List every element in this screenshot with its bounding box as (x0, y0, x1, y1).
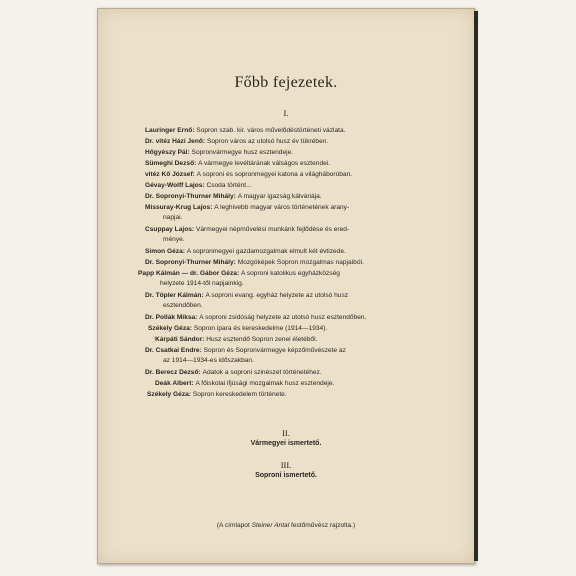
caption-artist: Steiner Antal (251, 522, 290, 529)
entry-author: Dr. vitéz Házi Jenő (145, 138, 203, 145)
entry-title: A soproni zsidóság helyzete az utolsó husz esztendőben. (199, 314, 367, 321)
entry-title: Vármegyei népművelési munkánk fejlődése és ered- (195, 226, 350, 233)
entry-title: Sopronvármegye husz esztendeje. (191, 149, 294, 156)
section-name-2: Vármegyei ismertető. (250, 440, 322, 447)
chapter-entry: Dr. Pollák Miksa: A soproni zsidóság helyzete az utolsó husz esztendőben. (145, 314, 367, 321)
section-number-1: I. (283, 108, 289, 118)
entry-author: Dr. Pollák Miksa (145, 314, 196, 321)
entry-title-continuation: helyzete 1914-től napjainkig. (160, 279, 244, 287)
section-name-3: Soproni ismertető. (255, 472, 317, 479)
entry-title: A magyar igazság kálváriája. (237, 193, 322, 200)
entry-author: Kárpáti Sándor (155, 336, 203, 343)
chapter-entry: Hőgyészy Pál: Sopronvármegye husz esztendeje. (145, 149, 294, 156)
entry-title: Mozgóképek Sopron mozgalmas napjaiból. (237, 259, 364, 266)
entry-title: A soproni és sopronmegyei katona a világháborúban. (196, 171, 353, 178)
entry-author: Deák Albert (155, 380, 192, 387)
entry-title: Sopron ipara és kereskedelme (1914—1934). (193, 325, 328, 332)
entry-author: Papp Kálmán — dr. Gábor Géza (138, 270, 237, 277)
chapter-entry: Simon Géza: A sopronmegyei gazdamozgalmak elmult két évtizede. (145, 248, 346, 255)
entry-title: A főiskolai ifjúsági mozgalmak husz esztendeje. (195, 380, 335, 387)
entry-title: Sopron kereskedelem története. (192, 391, 287, 398)
entry-title-continuation: az 1914—1934-es időszakban. (163, 356, 254, 364)
entry-title: A soproni evang. egyház helyzete az utolsó husz (205, 292, 349, 299)
entry-author: Lauringer Ernő (145, 127, 193, 134)
chapter-entry: Kárpáti Sándor: Husz esztendő Sopron zenei életéből. (155, 336, 318, 343)
chapter-entry: vitéz Kő József: A soproni és sopronmegyei katona a világháborúban. (145, 171, 353, 178)
chapter-entry: Sümeghi Dezső: A vármegye levéltárának válságos esztendei. (145, 160, 331, 167)
entry-author: Csuppay Lajos (145, 226, 192, 233)
chapter-entry: Dr. Sopronyi-Thurner Mihály: Mozgóképek Sopron mozgalmas napjaiból. (145, 259, 364, 266)
entry-author: Simon Géza (145, 248, 183, 255)
chapter-entry: Missuray-Krug Lajos: A leghivebb magyar város történetének arany- napjai. (145, 204, 350, 221)
entry-author: Dr. Sopronyi-Thurner Mihály (145, 193, 234, 200)
caption-suffix: festőművész rajzolta.) (291, 522, 356, 529)
chapter-entry: Dr. Csatkai Endre: Sopron és Sopronvármegye képzőművészete az az 1914—1934-es időszakban. (145, 347, 346, 364)
entry-title: Husz esztendő Sopron zenei életéből. (206, 336, 318, 343)
chapter-entry: Dr. vitéz Házi Jenő: Sopron város az utolsó husz év tükrében. (145, 138, 329, 145)
entry-title-continuation: napjai. (163, 213, 183, 221)
chapter-entry: Csuppay Lajos: Vármegyei népművelési munkánk fejlődése és ered- ménye. (145, 226, 350, 243)
entry-title: A sopronmegyei gazdamozgalmak elmult két évtizede. (186, 248, 346, 255)
entry-author: Székely Géza (148, 325, 190, 332)
entry-author: Dr. Csatkai Endre (145, 347, 200, 354)
entry-title: A vármegye levéltárának válságos esztendei. (198, 160, 331, 167)
entry-title: Adatok a soproni szinészet történetéhez. (202, 369, 322, 376)
entry-title-continuation: ménye. (163, 235, 185, 243)
entry-title: A leghivebb magyar város történetének arany- (214, 204, 350, 211)
chapter-entry: Gévay-Wolff Lajos: Csoda történt... (145, 182, 252, 189)
cover-credit-caption (98, 522, 474, 529)
entry-author: Hőgyészy Pál (145, 149, 188, 156)
entry-title-continuation: esztendőben. (163, 301, 203, 309)
section-number-2: II. (282, 428, 290, 438)
page-edge-shadow (474, 11, 478, 561)
entry-author: Gévay-Wolff Lajos (145, 182, 203, 189)
entry-title: Sopron szab. kir. város művelődéstörténeti vázlata. (196, 127, 346, 134)
entry-author: Sümeghi Dezső (145, 160, 195, 167)
entry-author: Székely Géza (147, 391, 189, 398)
chapter-entry: Dr. Berecz Dezső: Adatok a soproni szinészet történetéhez. (145, 369, 322, 376)
entry-title: A soproni katolikus egyházközség (240, 270, 340, 277)
chapter-entry: Dr. Sopronyi-Thurner Mihály: A magyar igazság kálváriája. (145, 193, 322, 200)
entry-author: Missuray-Krug Lajos (145, 204, 211, 211)
chapter-entry: Deák Albert: A főiskolai ifjúsági mozgalmak husz esztendeje. (155, 380, 335, 387)
book-page (97, 8, 475, 564)
page-title: Főbb fejezetek. (234, 74, 338, 91)
entry-author: Dr. Töpler Kálmán (145, 292, 202, 299)
entry-title: Csoda történt... (206, 182, 252, 189)
section-number-3: III. (280, 460, 292, 470)
caption-prefix: (A címlapot (216, 522, 250, 529)
chapter-entry: Papp Kálmán — dr. Gábor Géza: A soproni katolikus egyházközség helyzete 1914-től napjainkig. (138, 270, 340, 287)
entry-title: Sopron és Sopronvármegye képzőművészete az (203, 347, 346, 354)
entry-author: Dr. Berecz Dezső (145, 369, 199, 376)
chapter-entry: Székely Géza: Sopron ipara és kereskedelme (1914—1934). (148, 325, 328, 332)
chapter-entry: Székely Géza: Sopron kereskedelem története. (147, 391, 287, 398)
chapter-entry: Dr. Töpler Kálmán: A soproni evang. egyház helyzete az utolsó husz esztendőben. (145, 292, 349, 309)
chapter-entry: Lauringer Ernő: Sopron szab. kir. város művelődéstörténeti vázlata. (145, 127, 346, 134)
entry-author: Dr. Sopronyi-Thurner Mihály (145, 259, 234, 266)
entry-title: Sopron város az utolsó husz év tükrében. (206, 138, 329, 145)
entry-author: vitéz Kő József (145, 171, 193, 178)
